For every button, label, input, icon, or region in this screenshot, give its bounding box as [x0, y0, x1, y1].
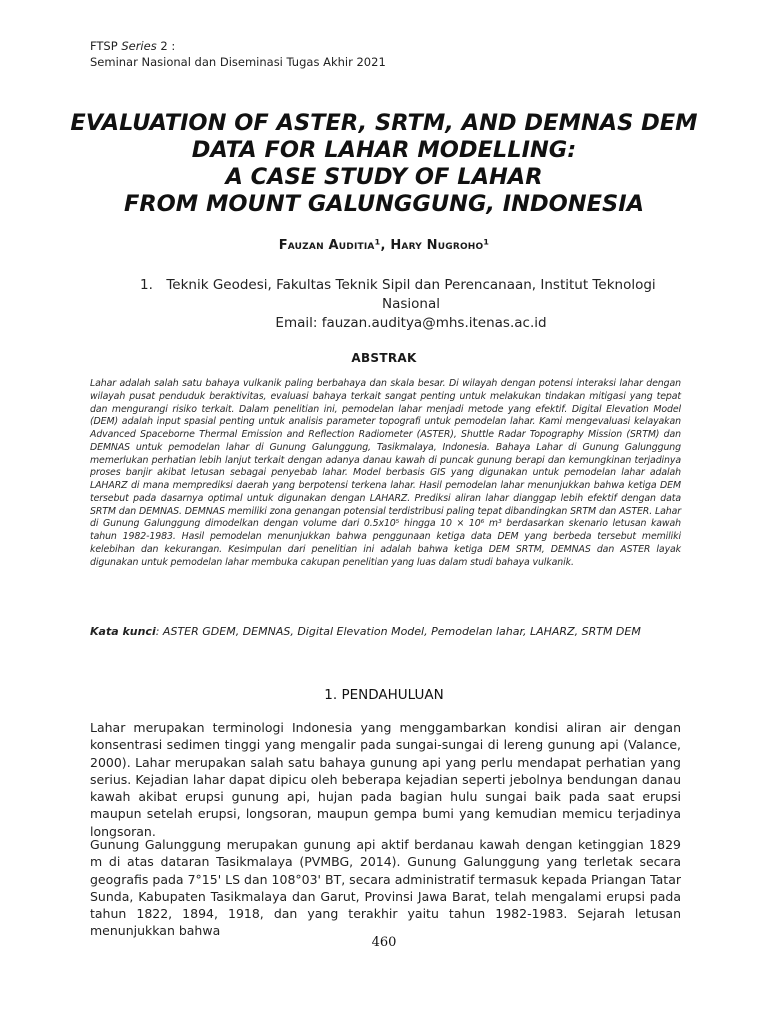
title-line-4: FROM MOUNT GALUNGGUNG, INDONESIA — [123, 191, 645, 217]
abstract-body: Lahar adalah salah satu bahaya vulkanik paling berbahaya dan skala besar. Di wilayah dengan potensi interaksi lahar dengan wilayah pusat penduduk beraktivitas, evaluasi bahaya terkait sangat penting untuk melakukan tindakan mitigasi yang tepat dan mengurangi risiko terkait. Dalam penelitian ini, pemodelan lahar menjadi metode yang efektif. Digital Elevation Model (DEM) adalah input spasial penting untuk analisis parameter topografi untuk pemodelan lahar. Kami mengevaluasi kelayakan Advanced Spaceborne Thermal Emission and Reflection Radiometer (ASTER), Shuttle Radar Topography Mission (SRTM) dan DEMNAS untuk pemodelan lahar di Gunung Galunggung, Tasikmalaya, Indonesia. Bahaya Lahar di Gunung Galunggung memerlukan perhatian lebih lanjut terkait dengan adanya danau kawah di puncak gunung berapi dan kemungkinan terjadinya proses banjir akibat letusan sebagai penyebab lahar. Model berbasis GIS yang digunakan untuk pemodelan lahar adalah LAHARZ di mana memprediksi daerah yang berpotensi terkena lahar. Hasil pemodelan lahar menunjukkan bahwa ketiga DEM tersebut pada dasarnya optimal untuk digunakan dengan LAHARZ. Prediksi aliran lahar dianggap lebih efektif dengan data SRTM dan DEMNAS. DEMNAS memiliki zona genangan potensial terdistribusi paling tepat dibandingkan SRTM dan ASTER. Lahar di Gunung Galunggung dimodelkan dengan volume dari 0.5x10⁵ hingga 10 × 10⁶ m³ berdasarkan skenario letusan kawah tahun 1982-1983. Hasil pemodelan menunjukkan bahwa penggunaan ketiga data DEM yang berbeda tersebut memiliki kelebihan dan kekurangan. Kesimpulan dari penelitian ini adalah bahwa ketiga DEM SRTM, DEMNAS dan ASTER layak digunakan untuk pemodelan lahar membuka cakupan penelitian yang luas dalam studi bahaya vulkanik. — [90, 378, 681, 568]
page-number: 460 — [371, 935, 397, 950]
title-line-2: DATA FOR LAHAR MODELLING: — [191, 137, 577, 163]
affiliation-email: Email: fauzan.auditya@mhs.itenas.ac.id — [275, 315, 547, 331]
author-list: Fauzan Auditia¹, Hary Nugroho¹ — [278, 238, 490, 253]
title-line-3: A CASE STUDY OF LAHAR — [225, 164, 543, 190]
affiliation-number: 1. — [140, 277, 153, 293]
keywords — [90, 625, 690, 639]
paper-title — [60, 110, 708, 218]
series-line — [90, 38, 386, 54]
affiliation-line-1: Teknik Geodesi, Fakultas Teknik Sipil dan Perencanaan, Institut Teknologi — [166, 277, 656, 293]
keywords-text: : ASTER GDEM, DEMNAS, Digital Elevation Model, Pemodelan lahar, LAHARZ, SRTM DEM — [155, 625, 641, 638]
series-prefix: FTSP — [90, 39, 118, 53]
abstract-heading: ABSTRAK — [351, 351, 417, 365]
paragraph-2: Gunung Galunggung merupakan gunung api aktif berdanau kawah dengan ketinggian 1829 m di atas dataran Tasikmalaya (PVMBG, 2014). Gunung Galunggung yang terletak secara geografis pada 7°15' LS dan 108°03' BT, secara administratif termasuk kepada Priangan Tatar Sunda, Kabupaten Tasikmalaya dan Garut, Provinsi Jawa Barat, telah mengalami erupsi pada tahun 1822, 1894, 1918, dan yang terakhir yaitu tahun 1982-1983. Sejarah letusan menunjukkan bahwa — [90, 837, 681, 939]
series-suffix: 2 : — [160, 39, 176, 53]
seminar-name: Seminar Nasional dan Diseminasi Tugas Akhir 2021 — [90, 55, 386, 69]
series-label: Series — [121, 39, 157, 53]
running-header — [90, 38, 386, 70]
affiliation — [140, 276, 660, 333]
title-line-1: EVALUATION OF ASTER, SRTM, AND DEMNAS DEM — [70, 110, 698, 136]
affiliation-line-2: Nasional — [382, 296, 440, 312]
keywords-label: Kata kunci — [90, 625, 156, 638]
section-heading: 1. PENDAHULUAN — [324, 687, 444, 703]
paragraph-1: Lahar merupakan terminologi Indonesia yang menggambarkan kondisi aliran air dengan konsentrasi sedimen tinggi yang mengalir pada sungai-sungai di lereng gunung api (Valance, 2000). Lahar merupakan salah satu bahaya gunung api yang perlu mendapat perhatian yang serius. Kejadian lahar dapat dipicu oleh beberapa kejadian seperti jebolnya bendungan danau kawah akibat erupsi gunung api, hujan pada bagian hulu sungai baik pada saat erupsi maupun setelah erupsi, longsoran, maupun gempa bumi yang kemudian memicu terjadinya longsoran. — [90, 720, 681, 839]
